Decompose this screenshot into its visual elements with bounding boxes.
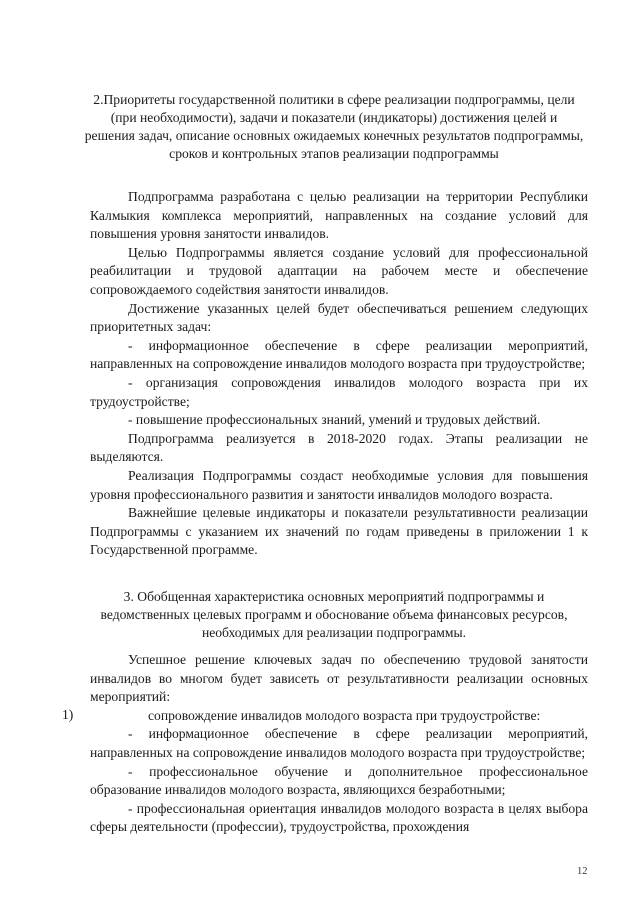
paragraph: Важнейшие целевые индикаторы и показатели результативности реализации Подпрограммы с указанием их значений по годам приведены в приложении 1 к Государственной программе. (90, 505, 588, 558)
paragraph: Реализация Подпрограммы создаст необходимые условия для повышения уровня профессионального развития и занятости инвалидов молодого возраста. (90, 467, 588, 502)
page-number: 12 (577, 866, 588, 877)
list-item: - информационное обеспечение в сфере реализации мероприятий, направленных на сопровождение инвалидов молодого возраста при трудоустройстве; (90, 337, 588, 372)
list-item: - профессиональное обучение и дополнительное профессиональное образование инвалидов молодого возраста, являющихся безработными; (90, 763, 588, 798)
section-3-heading: 3. Обобщенная характеристика основных мероприятий подпрограммы и ведомственных целевых программ и обоснование объема финансовых ресурсов, необходимых для реализации подпрограммы. (100, 589, 568, 640)
section-2-body (90, 188, 588, 560)
paragraph: Целью Подпрограммы является создание условий для профессиональной реабилитации и трудовой адаптации на рабочем месте и обеспечение сопровождаемого содействия занятости инвалидов. (90, 244, 588, 297)
list-item: - профессиональная ориентация инвалидов молодого возраста в целях выбора сферы деятельности (профессии), трудоустройства, прохождения (90, 800, 588, 835)
section-3-body (90, 651, 588, 837)
paragraph: Успешное решение ключевых задач по обеспечению трудовой занятости инвалидов во многом будет зависеть от результативности реализации основных мероприятий: (90, 652, 588, 705)
section-2-heading: 2.Приоритеты государственной политики в сфере реализации подпрограммы, цели (при необходимости), задачи и показатели (индикаторы) достижения целей и решения задач, описание основных ожидаемых конечных результатов подпрограммы, сроков и контрольных этапов реализации подпрограммы (84, 92, 584, 161)
paragraph: Достижение указанных целей будет обеспечиваться решением следующих приоритетных задач: (90, 300, 588, 335)
paragraph: Подпрограмма разработана с целью реализации на территории Республики Калмыкия комплекса мероприятий, направленных на создание условий для повышения уровня занятости инвалидов. (90, 189, 588, 242)
list-item: - информационное обеспечение в сфере реализации мероприятий, направленных на сопровождение инвалидов молодого возраста при трудоустройстве; (90, 726, 588, 760)
list-item: - повышение профессиональных знаний, умений и трудовых действий. (128, 412, 541, 428)
list-item: - организация сопровождения инвалидов молодого возраста при их трудоустройстве; (90, 374, 588, 409)
numbered-list-item: сопровождение инвалидов молодого возраста при трудоустройстве: (148, 707, 541, 723)
paragraph: Подпрограмма реализуется в 2018-2020 годах. Этапы реализации не выделяются. (90, 430, 588, 465)
list-marker: 1) (62, 707, 74, 722)
